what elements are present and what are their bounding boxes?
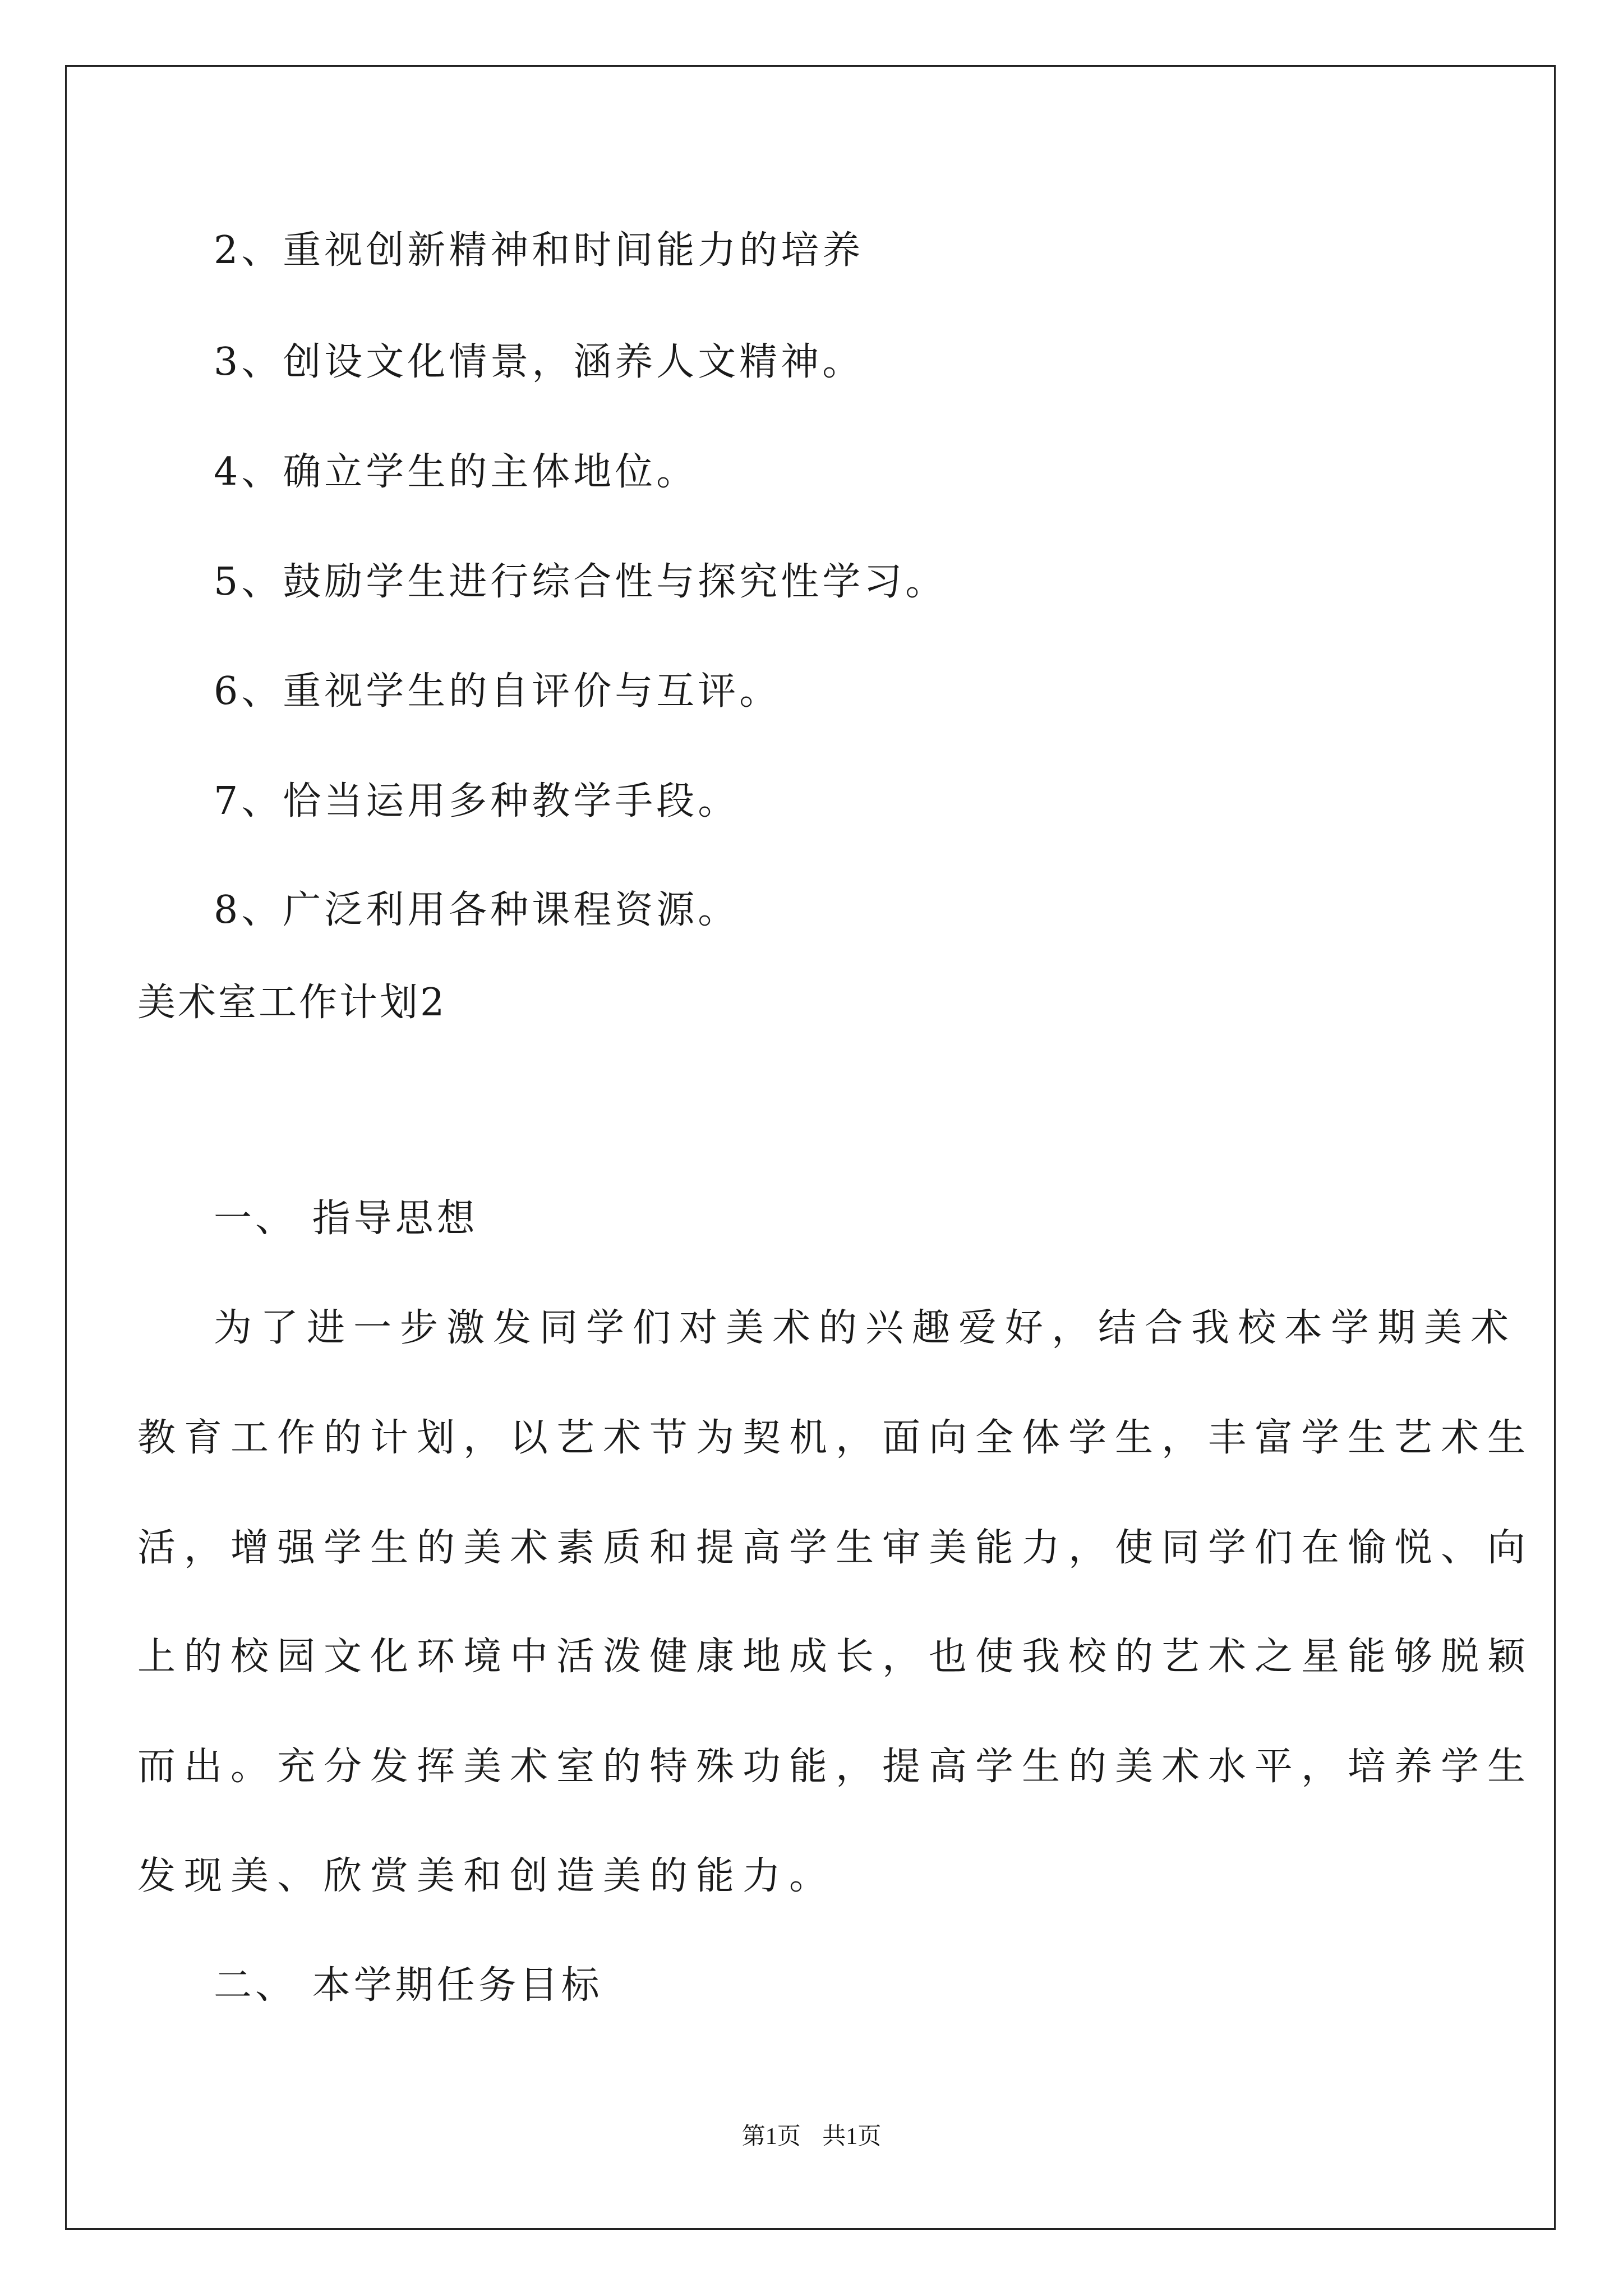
list-item: 2、重视创新精神和时间能力的培养	[214, 228, 864, 273]
list-item: 5、鼓励学生进行综合性与探究性学习。	[214, 560, 947, 604]
section-title: 美术室工作计划2	[137, 981, 447, 1025]
body-line: 教育工作的计划，以艺术节为契机，面向全体学生，丰富学生艺术生	[137, 1416, 1534, 1460]
body-line: 活，增强学生的美术素质和提高学生审美能力，使同学们在愉悦、向	[137, 1526, 1534, 1570]
body-line: 上的校园文化环境中活泼健康地成长，也使我校的艺术之星能够脱颖	[137, 1635, 1534, 1679]
heading-semester-goals: 二、 本学期任务目标	[214, 1963, 603, 2008]
body-line: 而出。充分发挥美术室的特殊功能，提高学生的美术水平，培养学生	[137, 1745, 1534, 1789]
heading-guiding-ideology: 一、 指导思想	[214, 1197, 478, 1241]
body-line: 发现美、欣赏美和创造美的能力。	[137, 1854, 836, 1898]
list-item: 8、广泛利用各种课程资源。	[214, 888, 740, 932]
page-footer	[0, 2125, 1623, 2148]
page-number: 第1页	[741, 2124, 801, 2150]
list-item: 4、确立学生的主体地位。	[214, 450, 698, 494]
list-item: 7、恰当运用多种教学手段。	[214, 779, 740, 823]
list-item: 3、创设文化情景，涵养人文精神。	[214, 340, 864, 384]
body-line: 为了进一步激发同学们对美术的兴趣爱好，结合我校本学期美术	[214, 1306, 1518, 1350]
page-total: 共1页	[822, 2124, 882, 2150]
list-item: 6、重视学生的自评价与互评。	[214, 669, 781, 714]
